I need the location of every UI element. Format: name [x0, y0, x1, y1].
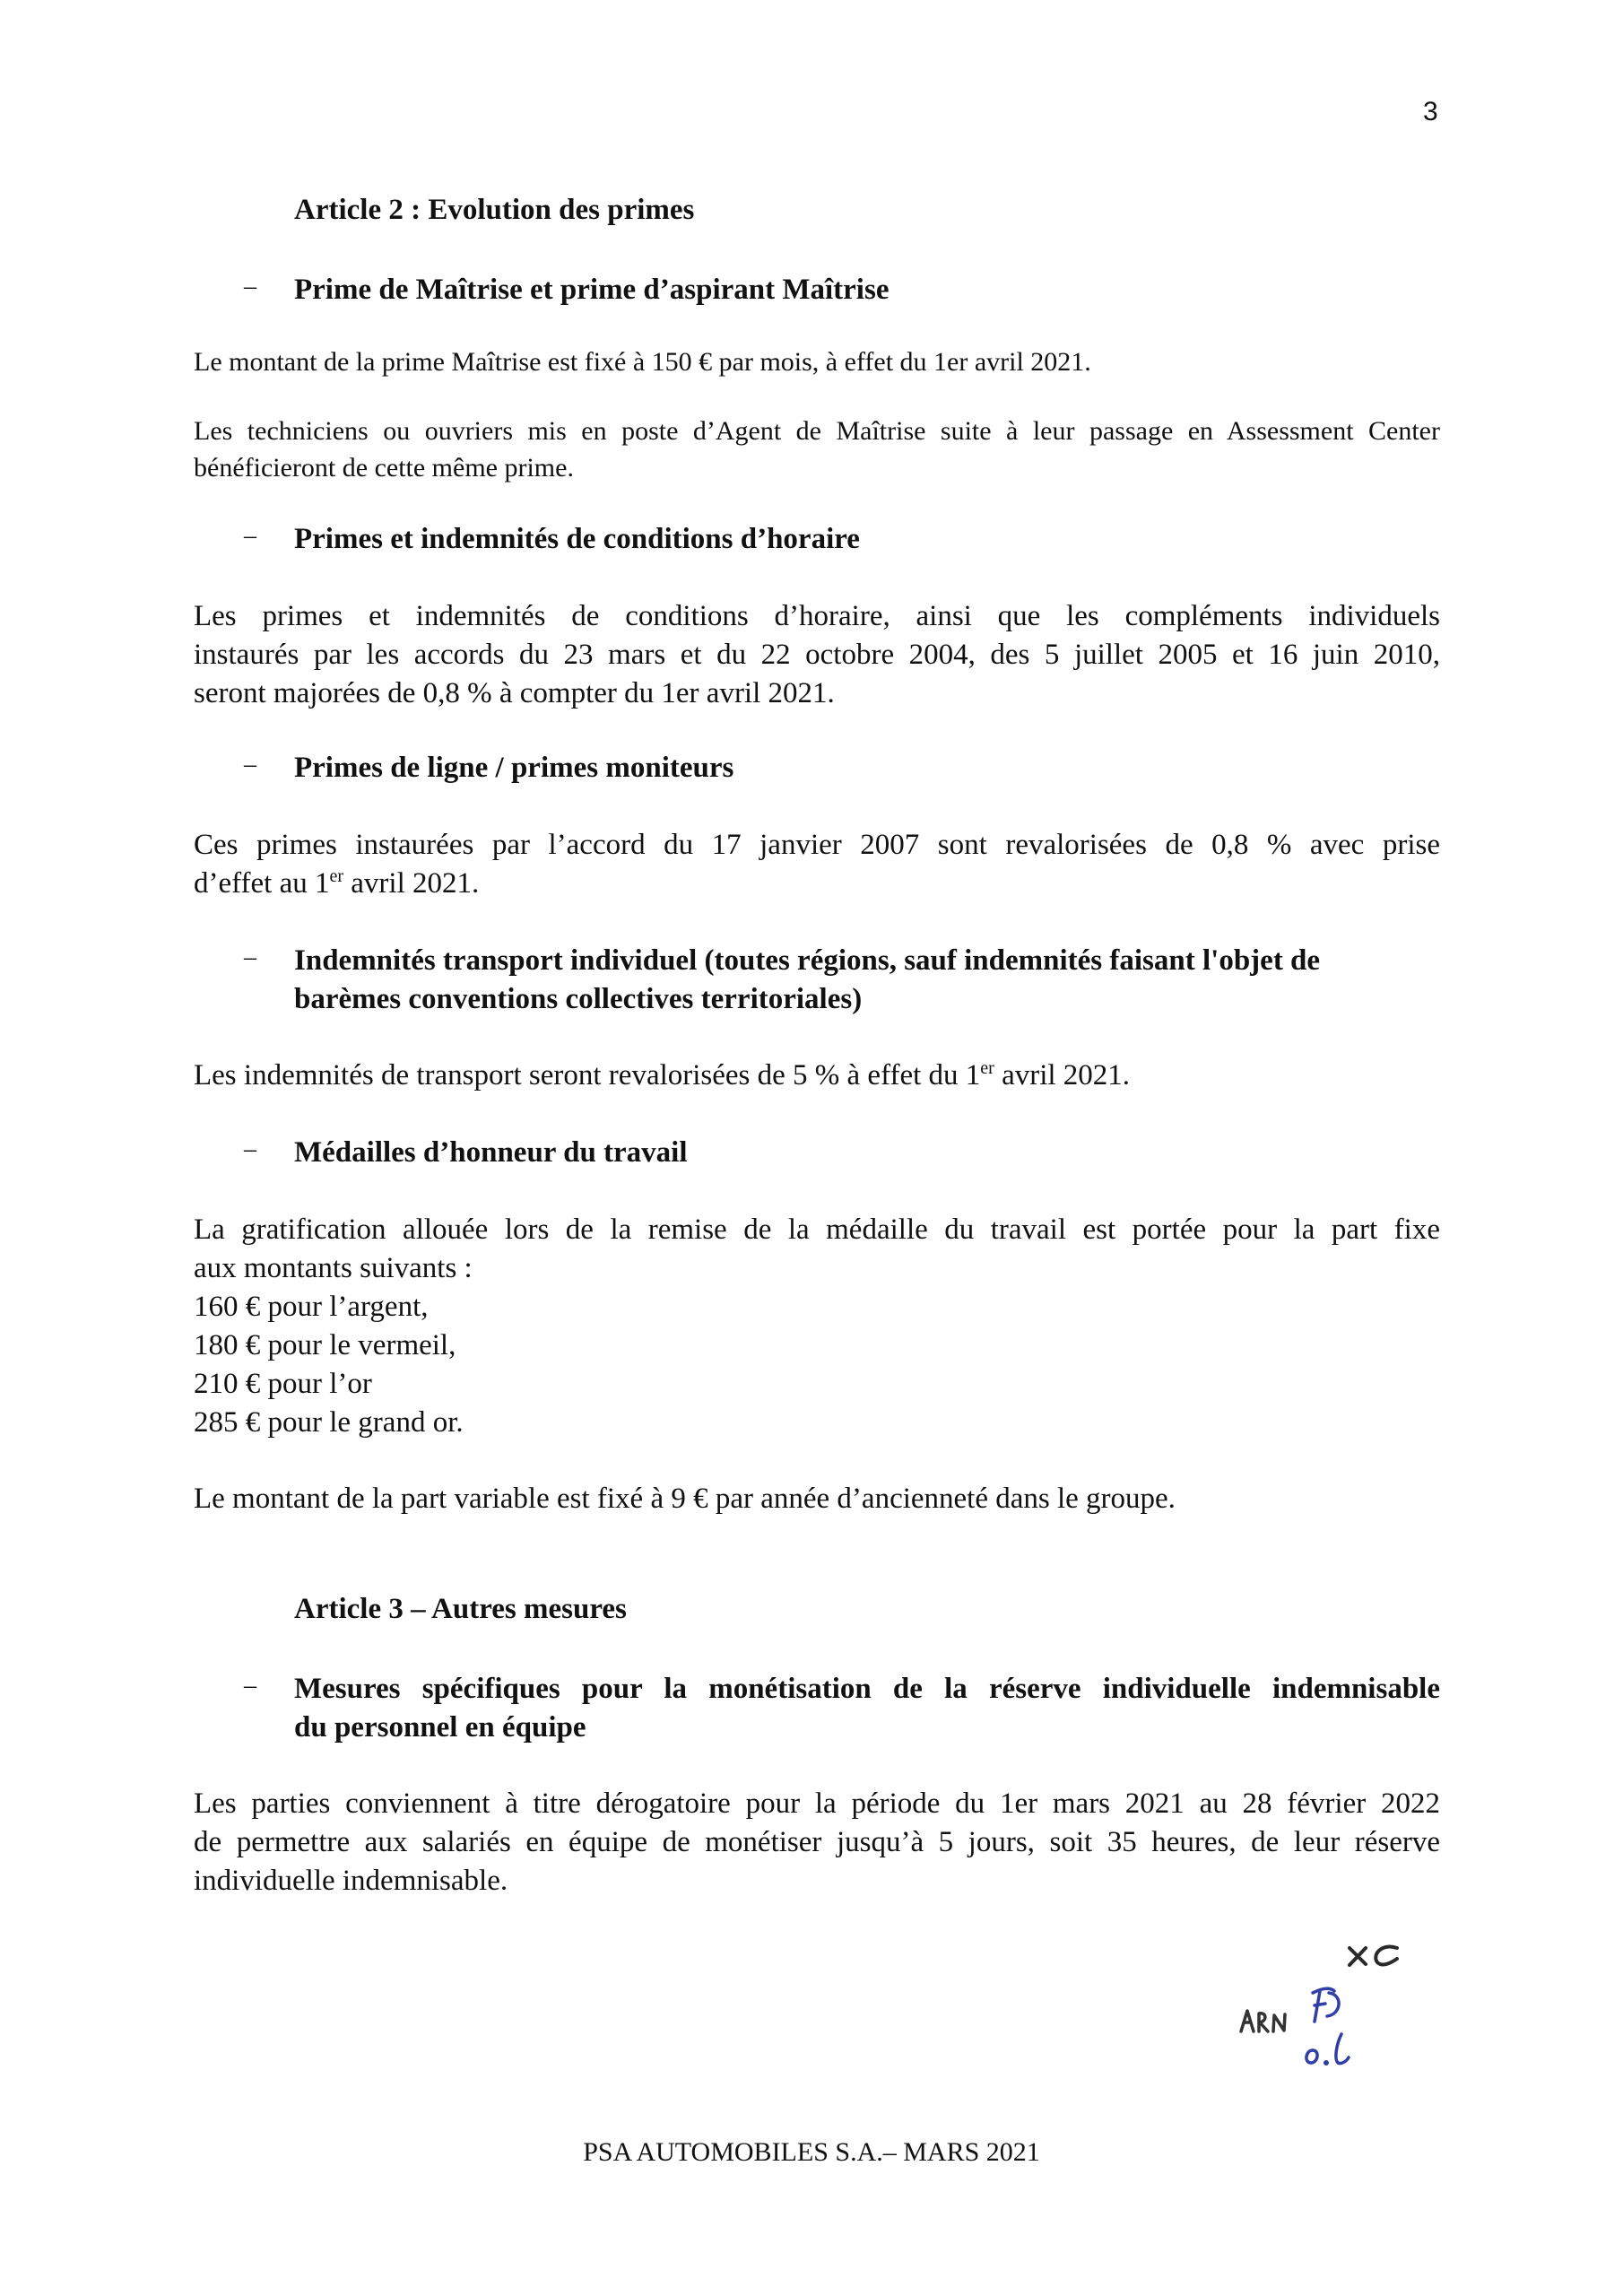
text-line: 160 € pour l’argent,	[194, 1291, 429, 1323]
initials-xc	[1350, 1948, 1366, 1965]
text-fragment: avril 2021.	[343, 867, 480, 900]
paragraph-maitrise-technicians: Les techniciens ou ouvriers mis en poste d’Agent de Maîtrise suite à leur passage en Assessment Center bénéficieront de cette même prime.	[194, 416, 1440, 483]
section-title: Médailles d’honneur du travail	[294, 1136, 688, 1169]
dash: –	[244, 944, 256, 971]
superscript: er	[980, 1058, 994, 1078]
text-line: 180 € pour le vermeil,	[194, 1329, 456, 1361]
text-line: de permettre aux salariés en équipe de monétiser jusqu’à 5 jours, soit 35 heures, de leur réserve	[194, 1826, 1440, 1858]
article-2-title: Article 2 : Evolution des primes	[294, 194, 695, 226]
text-fragment: d’effet au 1	[194, 867, 330, 900]
text-line: aux montants suivants :	[194, 1252, 473, 1284]
initials-arn	[1241, 2011, 1285, 2031]
section-title: Primes et indemnités de conditions d’horaire	[294, 523, 860, 555]
dash: –	[244, 751, 256, 778]
text-line: seront majorées de 0,8 % à compter du 1er avril 2021.	[194, 677, 835, 709]
text-line: 285 € pour le grand or.	[194, 1406, 464, 1439]
section-title: Primes de ligne / primes moniteurs	[294, 752, 734, 784]
page-number: 3	[1423, 97, 1438, 126]
paragraph-part-variable: Le montant de la part variable est fixé à 9 € par année d’ancienneté dans le groupe.	[194, 1483, 1176, 1515]
text-line	[194, 865, 1440, 903]
dash: –	[244, 522, 256, 550]
initials-ol-dot	[1324, 2061, 1329, 2066]
section-monetisation	[244, 1670, 1440, 1747]
section-transport	[244, 942, 1440, 1019]
text-line: Les parties conviennent à titre dérogatoire pour la période du 1er mars 2021 au 28 février 2022	[194, 1787, 1440, 1820]
section-title-continued: du personnel en équipe	[294, 1711, 586, 1744]
paragraph-ligne	[194, 826, 1440, 903]
initials-fd	[1313, 1988, 1339, 2022]
signature-initials	[1237, 1928, 1444, 2099]
footer: PSA AUTOMOBILES S.A.– MARS 2021	[583, 2137, 1040, 2167]
superscript: er	[329, 866, 344, 886]
handwritten-initials-graphic	[1237, 1928, 1444, 2099]
paragraph-medailles	[194, 1211, 1440, 1442]
section-horaire	[244, 520, 1440, 559]
text-line: individuelle indemnisable.	[194, 1865, 508, 1897]
text-line: 210 € pour l’or	[194, 1368, 372, 1400]
section-maitrise	[244, 271, 1440, 309]
section-title: Mesures spécifiques pour la monétisation de la réserve individuelle indemnisable	[294, 1673, 1440, 1705]
paragraph-maitrise-amount: Le montant de la prime Maîtrise est fixé à 150 € par mois, à effet du 1er avril 2021.	[194, 347, 1091, 377]
text-line: Les primes et indemnités de conditions d’horaire, ainsi que les compléments individuels	[194, 600, 1440, 632]
section-medailles	[244, 1134, 1440, 1172]
section-title-continued: barèmes conventions collectives territoriales)	[294, 983, 863, 1015]
paragraph-transport	[194, 1057, 1440, 1095]
initials-ol	[1306, 2050, 1317, 2063]
initials-ol-l	[1336, 2034, 1349, 2064]
initials-xc-c	[1376, 1947, 1397, 1965]
dash: –	[244, 1672, 256, 1700]
section-ligne	[244, 749, 1440, 787]
section-title: Prime de Maîtrise et prime d’aspirant Maîtrise	[294, 274, 890, 306]
paragraph-horaire	[194, 597, 1440, 713]
section-title: Indemnités transport individuel (toutes régions, sauf indemnités faisant l'objet de	[294, 944, 1321, 977]
text-fragment: avril 2021.	[994, 1059, 1131, 1091]
dash: –	[244, 273, 256, 300]
text-line: Ces primes instaurées par l’accord du 17 janvier 2007 sont revalorisées de 0,8 % avec prise	[194, 829, 1440, 861]
dash: –	[244, 1135, 256, 1163]
text-fragment: Les indemnités de transport seront revalorisées de 5 % à effet du 1	[194, 1059, 981, 1091]
paragraph-monetisation	[194, 1785, 1440, 1900]
text-line: La gratification allouée lors de la remise de la médaille du travail est portée pour la part fixe	[194, 1213, 1440, 1246]
text-line: instaurés par les accords du 23 mars et du 22 octobre 2004, des 5 juillet 2005 et 16 juin 2010,	[194, 639, 1440, 671]
article-3-title: Article 3 – Autres mesures	[294, 1593, 627, 1625]
